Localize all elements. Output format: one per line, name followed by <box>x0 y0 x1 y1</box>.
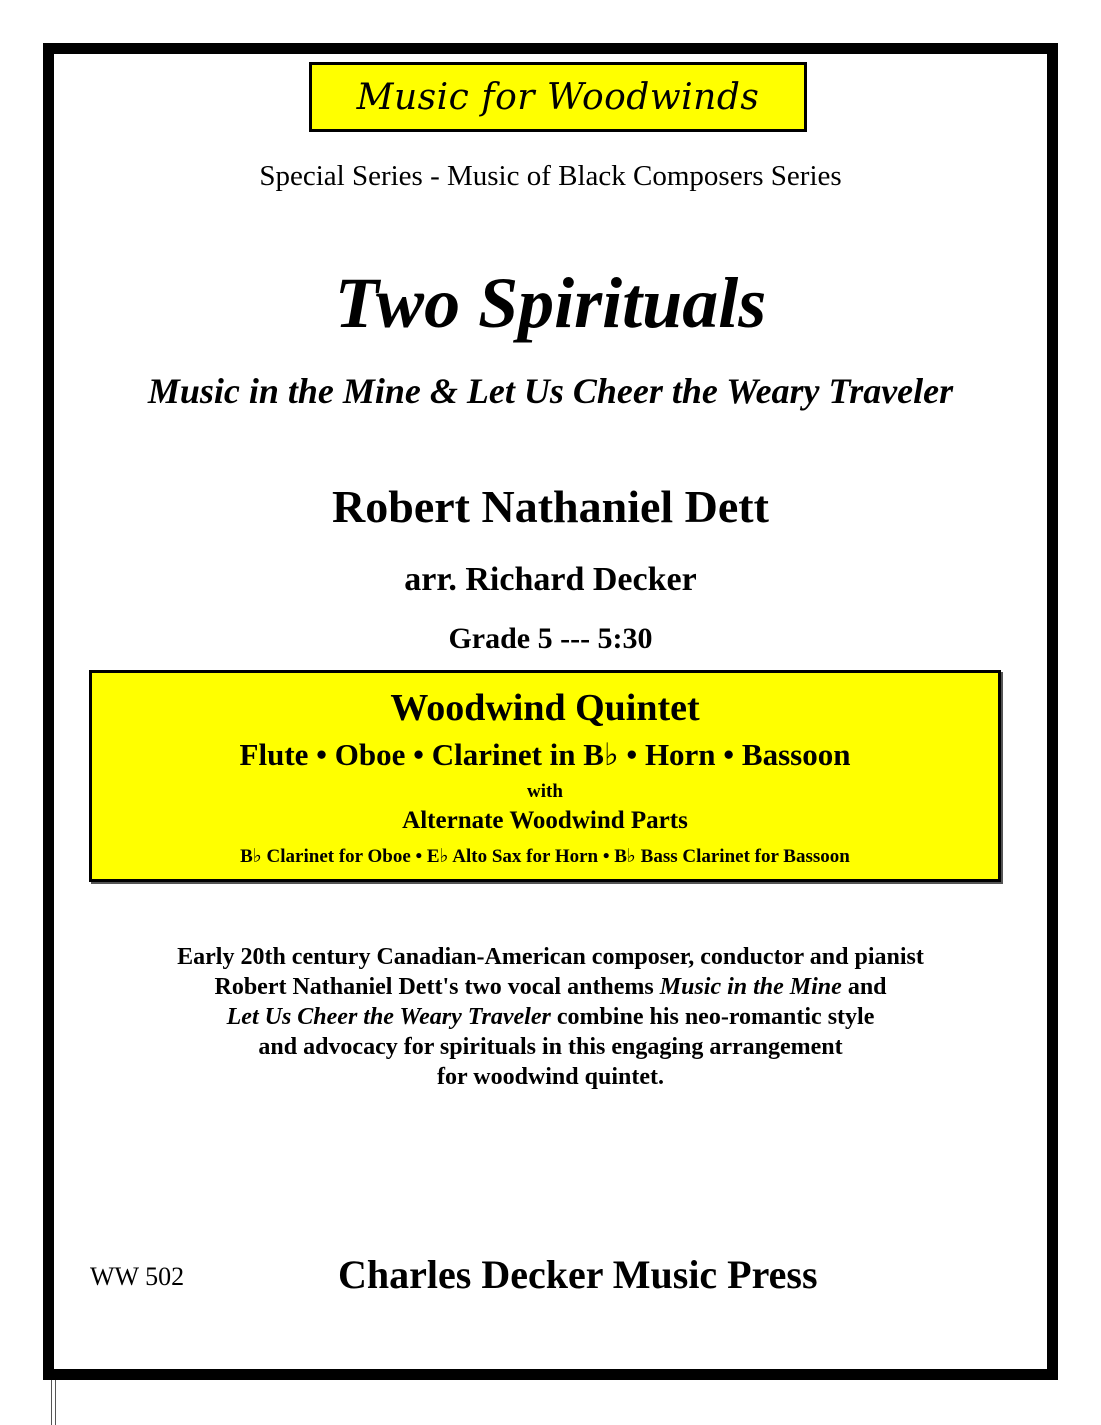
description-text: and advocacy for spirituals in this engaging arrangement <box>258 1034 843 1060</box>
description-text: Early 20th century Canadian-American composer, conductor and pianist <box>177 944 924 970</box>
instrumentation-panel <box>89 670 1001 882</box>
song-title: Music in the Mine <box>659 974 842 1000</box>
description-line <box>54 942 1047 972</box>
description-text: for woodwind quintet. <box>437 1064 664 1090</box>
piece-title: Two Spirituals <box>334 263 767 343</box>
song-title: Let Us Cheer the Weary Traveler <box>226 1004 551 1030</box>
description-text: combine his neo-romantic style <box>550 1004 875 1030</box>
piece-subtitle: Music in the Mine & Let Us Cheer the Weary Traveler <box>147 371 954 411</box>
alternate-parts-list: B♭ Clarinet for Oboe • E♭ Alto Sax for Horn • B♭ Bass Clarinet for Bassoon <box>240 846 850 867</box>
margin-rule <box>51 1380 52 1425</box>
description-line <box>54 1032 1047 1062</box>
with-label: with <box>527 781 563 802</box>
instrument-list: Flute • Oboe • Clarinet in B♭ • Horn • Bassoon <box>239 737 851 772</box>
alternate-parts-title: Alternate Woodwind Parts <box>402 807 688 834</box>
description-text: Robert Nathaniel Dett's two vocal anthems <box>214 974 660 1000</box>
description <box>54 942 1047 1092</box>
description-line <box>54 1062 1047 1092</box>
series-name: Special Series - Music of Black Composers Series <box>259 160 842 192</box>
publisher-name: Charles Decker Music Press <box>338 1252 818 1297</box>
brand-banner <box>309 62 807 132</box>
margin-rule <box>55 1380 56 1425</box>
description-line <box>54 1002 1047 1032</box>
catalog-number: WW 502 <box>90 1262 185 1291</box>
description-line <box>54 972 1047 1002</box>
grade-duration: Grade 5 --- 5:30 <box>448 622 653 655</box>
brand-name: Music for Woodwinds <box>356 76 760 118</box>
ensemble-name: Woodwind Quintet <box>390 687 700 729</box>
description-text: and <box>841 974 887 1000</box>
arranger-credit: arr. Richard Decker <box>404 561 697 598</box>
composer-name: Robert Nathaniel Dett <box>332 481 769 532</box>
